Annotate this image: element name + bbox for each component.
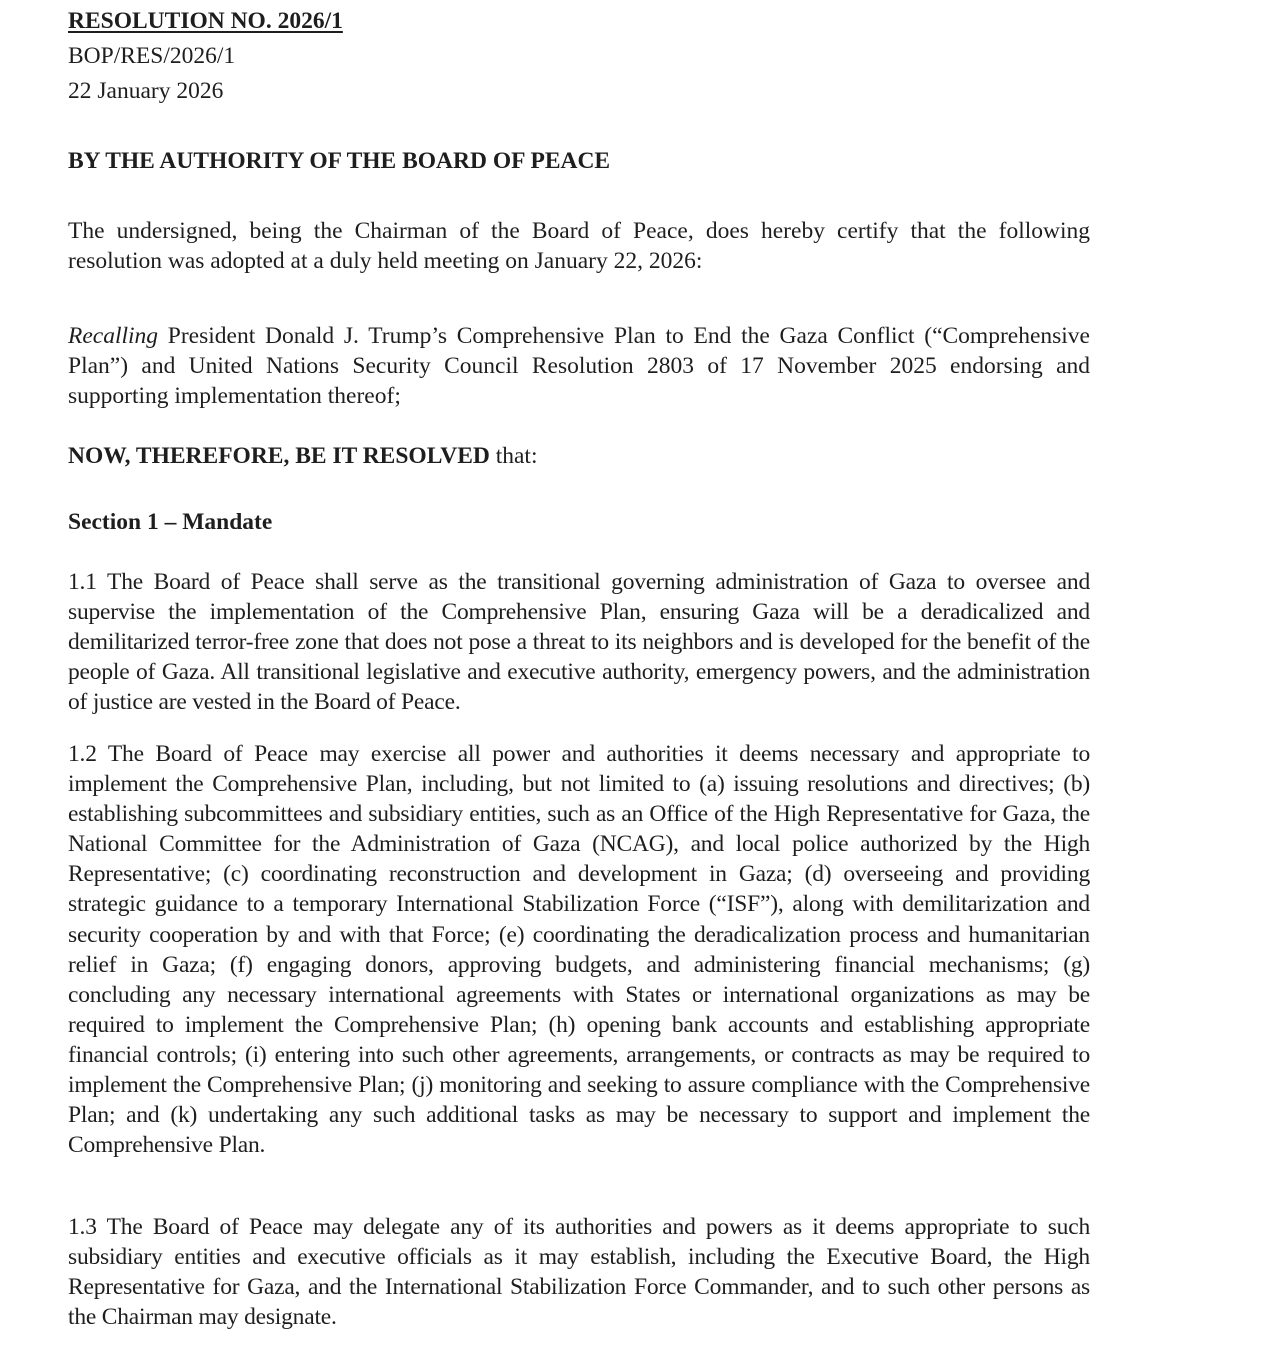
resolved-rest: that: — [489, 443, 538, 469]
authority-heading: BY THE AUTHORITY OF THE BOARD OF PEACE — [68, 148, 611, 174]
resolution-reference: BOP/RES/2026/1 — [68, 43, 236, 69]
resolution-title: RESOLUTION NO. 2026/1 — [68, 8, 343, 34]
resolved-line — [68, 441, 538, 471]
recital-text: President Donald J. Trump’s Comprehensive Plan to End the Gaza Conflict (“Comprehensive Plan”) and United Nations Security Council Resolution 2803 of 17 November 2025 endorsing and supporting implementation thereof; — [68, 323, 1090, 410]
clause-1-2: 1.2 The Board of Peace may exercise all power and authorities it deems necessary and appropriate to implement the Comprehensive Plan, including, but not limited to (a) issuing resolutions and directives; (b) establishing subcommittees and subsidiary entities, such as an Office of the High Representative for Gaza, the National Committee for the Administration of Gaza (NCAG), and local police authorized by the High Representative; (c) coordinating reconstruction and development in Gaza; (d) overseeing and providing strategic guidance to a temporary International Stabilization Force (“ISF”), along with demilitarization and security cooperation by and with that Force; (e) coordinating the deradicalization process and humanitarian relief in Gaza; (f) engaging donors, approving budgets, and administering financial mechanisms; (g) concluding any necessary international agreements with States or international organizations as may be required to implement the Comprehensive Plan; (h) opening bank accounts and establishing appropriate financial controls; (i) entering into such other agreements, arrangements, or contracts as may be required to implement the Comprehensive Plan; (j) monitoring and seeking to assure compliance with the Comprehensive Plan; and (k) undertaking any such additional tasks as may be necessary to support and implement the Comprehensive Plan. — [68, 741, 1090, 1159]
clause-1-1: 1.1 The Board of Peace shall serve as the transitional governing administration of Gaza to oversee and supervise the implementation of the Comprehensive Plan, ensuring Gaza will be a deradicalized and demilitarized terror-free zone that does not pose a threat to its neighbors and is developed for the benefit of the people of Gaza. All transitional legislative and executive authority, emergency powers, and the administration of justice are vested in the Board of Peace. — [68, 569, 1090, 716]
section-heading: Section 1 – Mandate — [68, 509, 273, 535]
resolved-bold: NOW, THEREFORE, BE IT RESOLVED — [68, 443, 490, 469]
clause-1-3: 1.3 The Board of Peace may delegate any of its authorities and powers as it deems appropriate to such subsidiary entities and executive officials as it may establish, including the Executive Board, the High Representative for Gaza, and the International Stabilization Force Commander, and to such other persons as the Chairman may designate. — [68, 1214, 1090, 1331]
recital-paragraph — [68, 321, 1090, 411]
resolution-date: 22 January 2026 — [68, 78, 224, 104]
recital-lead: Recalling — [68, 323, 159, 349]
certification-paragraph: The undersigned, being the Chairman of the Board of Peace, does hereby certify that the following resolution was adopted at a duly held meeting on January 22, 2026: — [68, 218, 1090, 275]
